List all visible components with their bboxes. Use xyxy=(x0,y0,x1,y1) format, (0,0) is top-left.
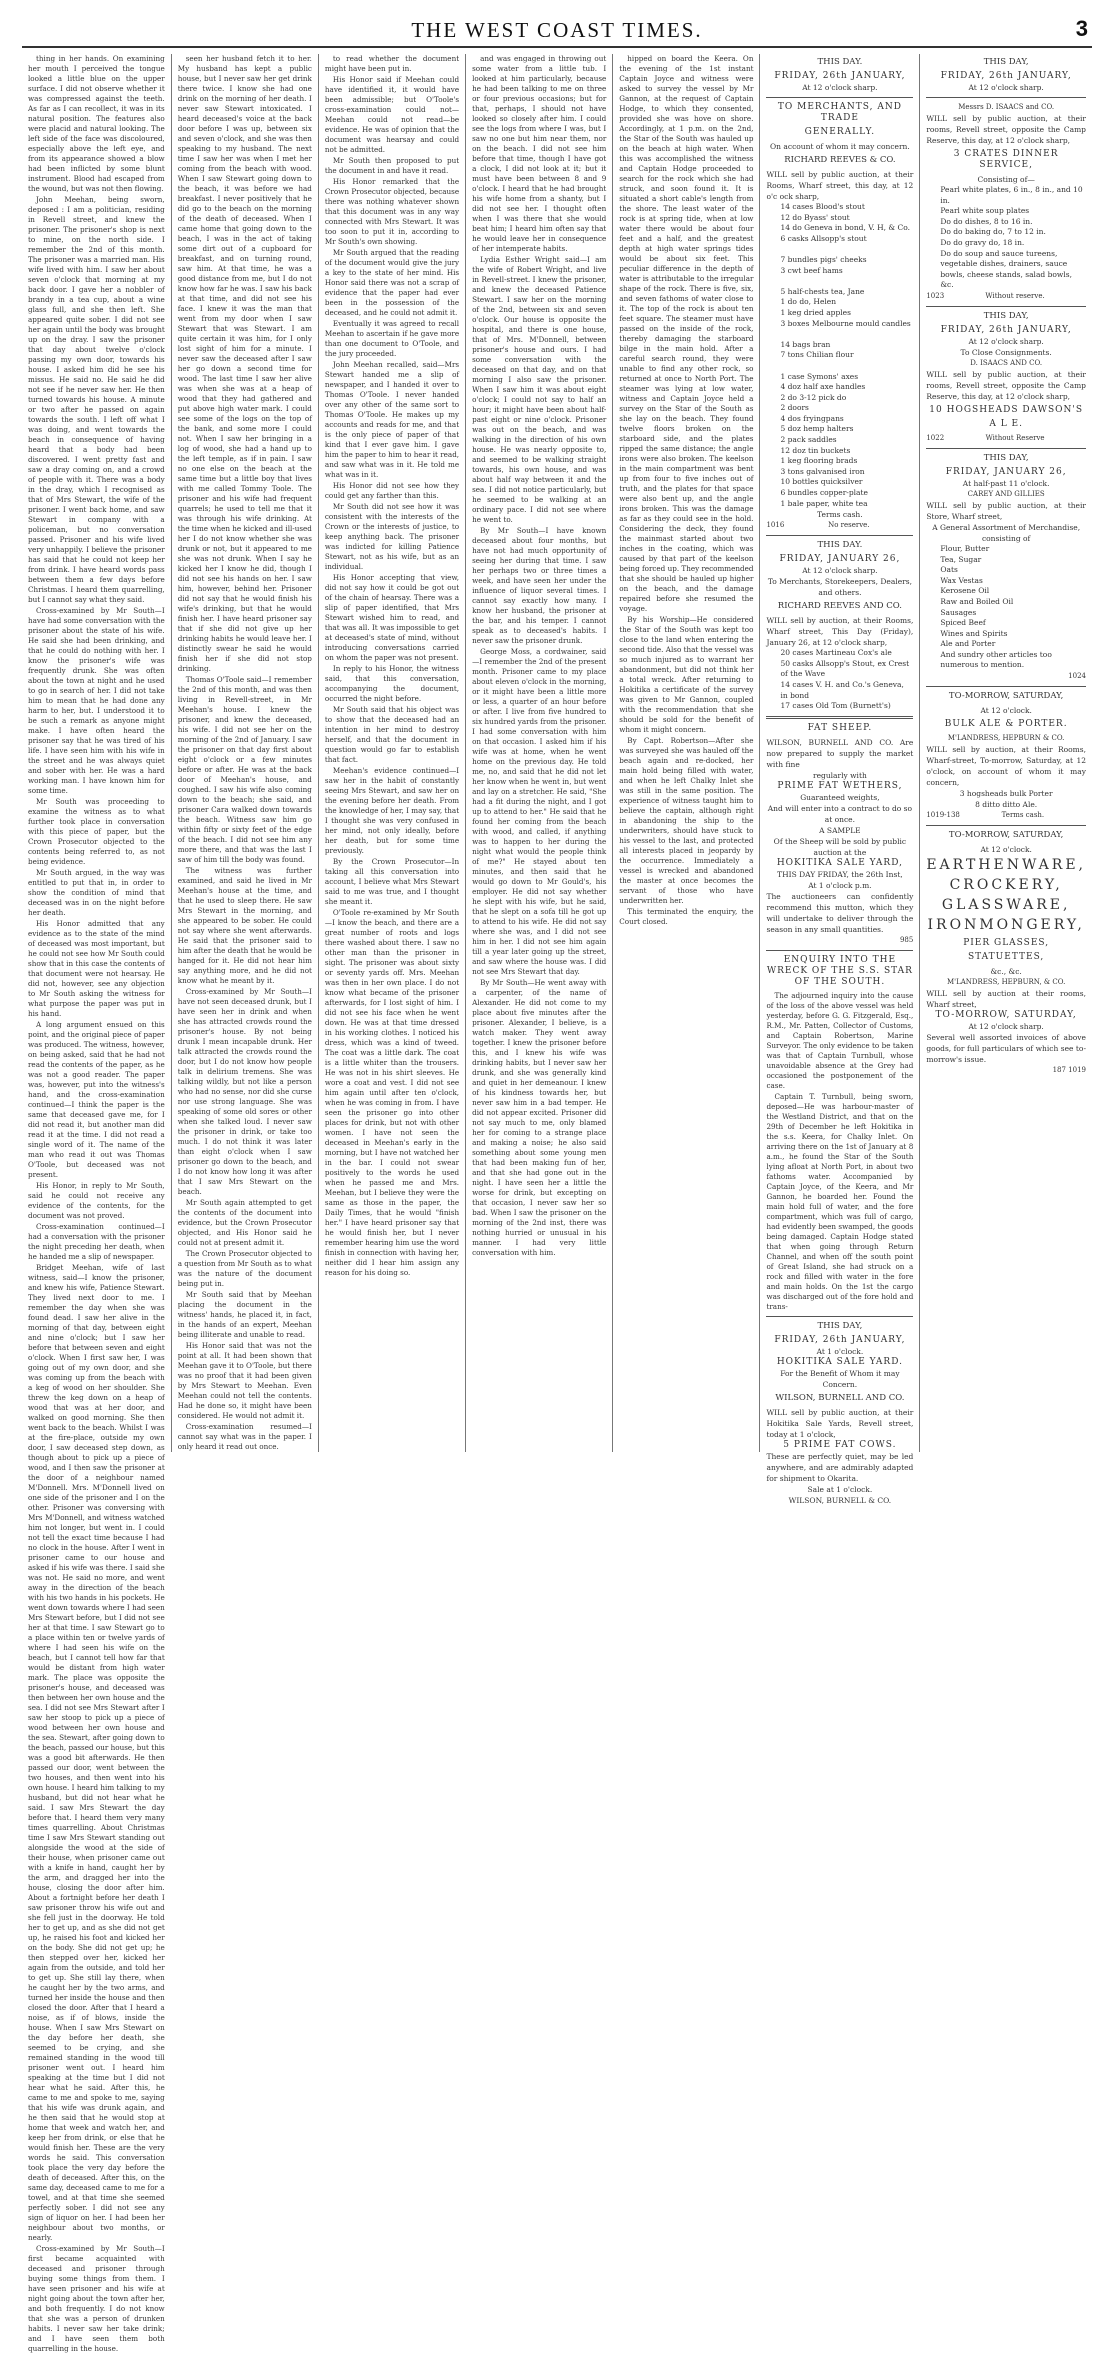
paragraph: Mr South did not see how it was consistent with the interests of the Crown or the interests of justice, to keep anything back. The prisoner was indicted for killing Patience Stewart, not as his wife, but as an individual. xyxy=(324,502,460,571)
ad-heading: THIS DAY. xyxy=(817,57,863,67)
ad-item: 1 keg flooring brads xyxy=(780,456,858,466)
ad-ref-number: 187 1019 xyxy=(1052,1066,1086,1075)
paragraph: thing in her hands. On examining her mouth I perceived the tongue looked a little blue on the upper surface. I did not observe whether it was compressed against the teeth. As far as I can recollect, it was in its natural position. The features also were placid and natural looking. The left side of the face was discoloured, especially above the left eye, and from its appearance showed a blow had been inflicted by some blunt instrument. Blood had escaped from the wound, but was not then flowing. xyxy=(28,54,165,193)
paragraph: Eventually it was agreed to recall Meehan to ascertain if he gave more than one document to O'Toole, and the jury proceeded. xyxy=(324,319,460,358)
paragraph: His Honor accepting that view, did not say how it could be got out of the chain of hearsay. There was a slip of paper identified, that Mrs Stewart wished him to read, and that was all. It was impossible to get at deceased's state of mind, without introducing conversations carried on whom the paper was not present. xyxy=(324,573,460,662)
ad-fat-sheep xyxy=(766,723,913,946)
ad-item: 14 cases V. H. and Co.'s Geneva, in bond xyxy=(780,680,904,700)
divider xyxy=(766,535,913,536)
ad-item-list xyxy=(926,544,1086,671)
ad-this-day-merchants xyxy=(766,57,913,531)
paragraph: The witness was further examined, and said he lived in Mr Meehan's house at the time, and that he used to sleep there. He saw Mrs Stewart in the morning, and she appeared to be sober. He could not say where she went afterwards. He said that the prisoner said to him after the death that he would be hanged for it. He did not hear him say anything more, and he did not know what he meant by it. xyxy=(177,866,312,985)
ad-heading: THIS DAY, xyxy=(817,1320,863,1331)
ad-time: At 12 o'clock sharp. xyxy=(968,336,1044,346)
ad-text: For the Benefit of Whom it may Concern. xyxy=(780,1368,900,1389)
paragraph: Mr South said that by Meehan placing the document in the witness' hands, he placed it, in fact, in the hands of an expert, Meehan being illiterate and unable to read. xyxy=(177,1290,312,1339)
paragraph: O'Toole re-examined by Mr South—I know the beach, and there are a great number of roots and logs there washed about there. I saw no other man than the prisoner in sight. The prisoner was about sixty or seventy yards off. Mrs. Meehan was then in her own place. I do not know what became of the prisoner afterwards, for I lost sight of him. I did not see his face when he went down. He was at that time dressed in his working clothes. I noticed his dress, which was a kind of tweed. The coat was a little dark. The coat is a little whiter than the trousers. He was not in his shirt sleeves. He wore a coat and vest. I did not see him again until after ten o'clock, when he was coming in from. I have seen the prisoner go into other places for drink, but not with other women. I have not seen the deceased in Meehan's early in the morning, but I have not watched her in the bar. I could not swear positively to the words he used when he passed me and Mrs. Meehan, but I believe they were the same as those in the paper, the Daily Times, that he would "finish her." I have heard prisoner say that he would finish her, but I never remember hearing him use the word finish in connection with having her, neither did I hear him assign any reason for his doing so. xyxy=(324,908,460,1277)
ad-time: At 1 o'clock p.m. xyxy=(808,880,872,890)
ad-text: Of the Sheep will be sold by public auction at the xyxy=(773,836,907,857)
ad-item: 20 cases Martineau Cox's ale xyxy=(780,648,892,658)
column-3-court-report xyxy=(319,54,466,1452)
ad-item: Spiced Beef xyxy=(940,618,986,628)
ad-item: Ale and Porter xyxy=(940,639,996,649)
ad-heading: THIS DAY, xyxy=(983,310,1029,321)
ad-text: A SAMPLE xyxy=(819,825,861,835)
ad-time: At 12 o'clock sharp. xyxy=(968,1022,1044,1032)
ad-item: 50 casks Allsopp's Stout, ex Crest of the Wave xyxy=(780,658,910,679)
ad-title: 3 CRATES DINNER SERVICE, xyxy=(953,149,1059,170)
paragraph: to read whether the document might have been put in. xyxy=(324,54,460,73)
ad-item: 14 bags bran xyxy=(780,339,831,349)
news-body xyxy=(766,991,913,1312)
paragraph: Lydia Esther Wright said—I am the wife of Robert Wright, and live in Revell-street. I knew the prisoner, and knew the deceased Patience Stewart. I saw her on the morning of the 2nd, between six and seven o'clock. Our house is opposite the hospital, and there is one house, that of Mrs. M'Donnell, between prisoner's house and ours. I had some conversation with the deceased on that day, and on that morning I also saw the prisoner. When I saw him it was about eight o'clock; I could not say to half an hour; it might have been about half-past eight or nine o'clock. Prisoner was out on the beach, and was walking in the direction of his own house. He was nearly opposite to, and seemed to be walking straight towards, his own house, and was about half way between it and the sea. I did not notice particularly, but he seemed to be walking at an ordinary pace. I did not see where he went to. xyxy=(472,255,607,524)
ad-line: IRONMONGERY, xyxy=(927,917,1085,934)
ad-ref-number: 1022 xyxy=(926,433,945,442)
ad-firm: M'LANDRESS, HEPBURN, & CO. xyxy=(946,978,1066,987)
divider xyxy=(926,448,1086,449)
ad-location: HOKITIKA SALE YARD. xyxy=(776,1356,903,1367)
ad-date: FRIDAY, 26th JANUARY, xyxy=(940,71,1072,81)
ad-item: Do do baking do, 7 to 12 in. xyxy=(940,227,1046,237)
ad-dawsons-ale xyxy=(926,311,1086,444)
columns xyxy=(22,54,1092,2353)
ad-ref-number: 1024 xyxy=(1068,672,1086,681)
ad-item: Do do gravy do, 18 in. xyxy=(940,237,1025,247)
ad-reference xyxy=(926,671,1086,682)
ad-this-day-auction xyxy=(766,540,913,712)
ad-item-list xyxy=(926,185,1086,291)
ad-item: 1 bale paper, white tea xyxy=(780,498,868,508)
ad-title-2: GENERALLY. xyxy=(804,127,876,137)
ad-firm: CAREY AND GILLIES xyxy=(967,489,1045,498)
ad-ref-number: 1023 xyxy=(926,291,945,300)
ad-line: STATUETTES, xyxy=(968,952,1045,963)
ad-item: Do do dishes, 8 to 16 in. xyxy=(940,216,1033,226)
ad-text: Sale at 1 o'clock. xyxy=(807,1484,873,1494)
ad-reserve: No reserve. xyxy=(828,521,870,530)
paragraph: His Honor said if Meehan could have identified it, it would have been admissible; but O'Toole's cross-examination could not—Meehan could not read—be evidence. He was of opinion that the document was hearsay and could not be admitted. xyxy=(324,75,460,154)
paragraph: seen her husband fetch it to her. My husband has kept a public house, but I never saw her get drink there twice. I know she had one drink on the morning of her death. I never saw Stewart intoxicated. I heard deceased's voice at the back door before I was up, between six and seven o'clock, and she was then speaking to my husband. The next time I saw her was when I met her coming from the beach with wood. When I saw Stewart going down to the beach, it was before we had breakfast. I never positively that he did go to the beach on the morning of the death of deceased. When I came home that going down to the beach, I was in the act of taking some dirt out of a cupboard for breakfast, and on turning round, saw him. At that time, he was a good distance from me, but I do not know how far he was. I saw his back at that time, and did not see his face. I knew it was the man that went from my door when I saw Stewart that was Stewart. I am quite certain it was him, for I only lost sight of him for a minute. I never saw the deceased after I saw her go down a second time for wood. The last time I saw her alive was when she was at a heap of wood that they had gathered and put above high water mark. I could see some of the logs on the top of the bank, and some more I could not. When I saw her bringing in a log of wood, she had a hand up to the left temple, as if in pain. I saw no one else on the beach at the same time but a little boy that lives with me called Tommy Toole. The prisoner and his wife had frequent quarrels; he used to tell me that it was through his wife drinking. At the time when he kicked and ill-used her I do not know whether she was drunk or not, but it appeared to me she was not drunk. When I say he kicked her I know he did, though I did not see his hands on her. I saw him, however, behind her. Prisoner did not say that he would finish his wife's drinking, but that he would finish her. I have heard prisoner say that if she did not give up her drinking habits he would leave her. I distinctly swear he said he would finish her if she did not stop drinking. xyxy=(177,54,312,673)
paragraph: In reply to his Honor, the witness said, that this conversation, accompanying the document, occurred the night before. xyxy=(324,664,460,703)
ad-date: FRIDAY, 26th JANUARY, xyxy=(774,1334,906,1345)
ad-reference xyxy=(926,810,1086,821)
ad-reference xyxy=(766,520,913,531)
ad-title: PRIME FAT WETHERS, xyxy=(777,780,903,791)
ad-body: WILL sell by public auction, at their Hokitika Sale Yards, Revell street, today at 1 o'clock, xyxy=(766,1407,914,1439)
ad-item: And sundry other articles too numerous to mention. xyxy=(940,649,1052,670)
ad-text: To Close Consignments. xyxy=(960,347,1052,357)
ad-item: Sausages xyxy=(940,607,977,617)
divider xyxy=(926,686,1086,687)
ad-title-2: A L E. xyxy=(989,418,1023,429)
ad-item: 8 ditto ditto Ale. xyxy=(975,800,1038,810)
ad-item: 2 pack saddles xyxy=(780,435,837,445)
ad-reference xyxy=(766,935,913,946)
ad-time: At 12 o'clock sharp. xyxy=(802,566,878,576)
ad-dinner-service xyxy=(926,57,1086,302)
ad-item: Wax Vestas xyxy=(940,575,983,585)
column-4-court-report xyxy=(466,54,613,1452)
ad-line: EARTHENWARE, xyxy=(926,857,1086,874)
ad-terms: Terms cash. xyxy=(1001,811,1045,820)
ad-item: 7 tons Chilian flour xyxy=(780,350,854,360)
ad-text: These are perfectly quiet, may be led anywhere, and are admirably adapted for shipment to Okarita. xyxy=(766,1451,914,1483)
ad-item: 12 doz tin buckets xyxy=(780,445,851,455)
paragraph: Cross-examination continued—I had a conversation with the prisoner the night preceding her death, when he handed me a slip of newspaper. xyxy=(28,1222,165,1261)
paragraph: By Mr South—He went away with a carpenter, of the name of Alexander. He did not come to my place about five minutes after the prisoner. Alexander, I believe, is a watch maker. They went away together. I knew the prisoner before this, and I knew his wife was drinking habits, but I never saw her drunk, and she was generally kind and quiet in her demeanour. I knew of his kindness towards her, but never saw him in a bad temper. He did not appear excited. Prisoner did not say much to me, only blamed her for coming to a strange place and making a noise; he also said something about some young men that had been making fun of her, and that she had gone out in the night. I have seen her a little the worse for drink, but excepting on that occasion, I never saw her so bad. When I saw the prisoner on the morning of the 2nd inst, there was nothing hurried or unusual in his manner. I had very little conversation with him. xyxy=(472,978,607,1257)
ad-time: At 12 o'clock sharp. xyxy=(968,83,1044,92)
ad-item: Oats xyxy=(940,565,958,575)
ad-body: WILL sell by public auction, at their Store, Wharf street, xyxy=(926,500,1086,521)
ad-title: TO MERCHANTS, AND TRADE xyxy=(777,102,902,123)
ad-item: 10 bottles quicksilver xyxy=(780,477,863,487)
paragraph: Mr South then proposed to put the document in and have it read. xyxy=(324,156,460,175)
ad-item: 6 casks Allsopp's stout xyxy=(780,233,867,243)
paragraph: By Capt. Robertson—After she was surveyed she was hauled off the beach again and re-docked, her main hold being filled with water, and when he left Chalky Inlet she was still in the same position. The experience of witness taught him to believe the captain, although right in abandoning the ship to the underwriters, should have stuck to his vessel to the last, and protected all interests placed in jeopardy by the occurrence. Immediately a vessel is wrecked and abandoned the master at once becomes the servant of those who have underwritten her. xyxy=(619,736,754,905)
ad-item xyxy=(780,276,913,287)
ad-body: WILL sell by public auction, at their rooms, Revell street, opposite the Camp Reserve, this day, at 12 o'clock sharp, xyxy=(926,114,1086,145)
ad-text: And will enter into a contract to do so at once. xyxy=(767,803,913,824)
column-6-advertisements xyxy=(760,54,920,1505)
ad-item xyxy=(780,361,913,372)
ad-body: WILSON, BURNELL AND CO. Are now prepared to supply the market with fine xyxy=(766,737,914,769)
ad-audience: To Merchants, Storekeepers, Dealers, and others. xyxy=(767,577,912,598)
paragraph: By Mr South—I have known deceased about four months, but have not had much opportunity of seeing her during that time. I saw her perhaps two or three times a week, and have seen her under the influence of liquor several times. I cannot say exactly how many. I know her husband, the prisoner at the bar, and his temper. I cannot speak as to deceased's habits. I never saw the prisoner drunk. xyxy=(472,526,607,645)
ad-body: WILL sell by auction, at their Rooms, Wharf street, This Day (Friday), January 26, at 12 o'clock sharp, xyxy=(766,616,914,648)
column-7-advertisements xyxy=(920,54,1092,1452)
ad-item: Flour, Butter xyxy=(940,543,990,553)
paragraph: A long argument ensued on this point, and the original piece of paper was produced. The witness, however, on being asked, said that he had not read the contents of the paper, as he was not a good reader. The paper was, however, put into the witness's hand, and the cross-examination continued—I think the paper is the same that deceased gave me, for I did not read it, but another man did read it at the time. I did not read a single word of it. The name of the man who read it out was Thomas O'Toole, but deceased was not present. xyxy=(28,1020,165,1179)
paragraph: Meehan's evidence continued—I saw her in the habit of constantly seeing Mrs Stewart, and saw her on the evening before her death. From the knowledge of her, I may say, that I thought she was very confused in her mind, not only ideally, before her death, but for some time previously. xyxy=(324,766,460,855)
ad-ref-number: 985 xyxy=(899,935,914,944)
ad-item: 3 tons galvanised iron xyxy=(780,466,865,476)
paragraph: This terminated the enquiry, the Court closed. xyxy=(619,907,754,926)
ad-date: FRIDAY, 26th JANUARY, xyxy=(940,324,1072,335)
ad-text: Several well assorted invoices of above goods, for full particulars of which see to-morrow's issue. xyxy=(926,1033,1086,1065)
ad-text: The auctioneers can confidently recommend this mutton, which they will undertake to deliver through the season in any small quantities. xyxy=(766,891,914,934)
paragraph: Cross-examined by Mr South—I have had some conversation with the prisoner about the state of his wife. He said she had been drinking, and that he could do nothing with her. I know the prisoner's wife was frequently drunk. She was often about the town at night and he used to go in search of her. I did not take him to mean that he had done any harm to her, but. I understood it to be such a remark as anyone might make. I have often heard the prisoner say that he was tired of his life. I have seen him with his wife in the street and he was always quiet and sober with her. He was a hard working man. I have known him for some time. xyxy=(28,606,165,795)
ad-heading: TO-MORROW, SATURDAY, xyxy=(948,691,1064,702)
ad-date: FRIDAY, 26th JANUARY, xyxy=(774,71,906,81)
ad-reserve: Without Reserve xyxy=(985,433,1045,442)
divider xyxy=(926,306,1086,307)
ad-item: 3 boxes Melbourne mould candles xyxy=(780,318,911,328)
ad-item: 4 doz half axe handles xyxy=(780,382,866,392)
ad-title: 5 PRIME FAT COWS. xyxy=(783,1439,897,1450)
ad-item: 14 do Geneva in bond, V. H, & Co. xyxy=(780,223,910,233)
paragraph: Mr South argued that the reading of the document would give the jury a key to the state of her mind. His Honor said there was not a scrap of evidence that the paper had ever been in the possession of the deceased, and he could not admit it. xyxy=(324,248,460,317)
ad-bulk-ale xyxy=(926,691,1086,821)
ad-text: Guaranteed weights, xyxy=(800,792,880,802)
ad-location: HOKITIKA SALE YARD, xyxy=(776,857,903,868)
ad-fat-cows xyxy=(766,1321,913,1506)
paragraph: Captain T. Turnbull, being sworn, deposed—He was harbour-master of the Westland District, and that on the 29th of December he left Hokitika in the s.s. Keera, for Chalky Inlet. On arriving there on the 1st of January at 8 a.m., he found the Star of the South lying afloat at North Port, in about two fathoms water. Accompanied by Captain Joyce, of the Keera, and Mr Gannon, he boarded her. Found the main hold full of water, and the fore compartment, which was full of cargo, had evidently been swamped, the goods being damaged. Captain Hodge stated that when going through Return Channel, and when off the south point of Great Island, she had struck on a rock and filled with water in the fore and main holds. On the 1st the cargo was discharged out of the fore hold and trans- xyxy=(766,1091,914,1311)
paragraph: Thomas O'Toole said—I remember the 2nd of this month, and was then living in Revell-street, in Mr Meehan's house. I knew the prisoner, and knew the deceased, his wife. I did not see her on the morning of the 2nd of January. I saw the prisoner on that day first about eight o'clock or a few minutes before or after. He was at the back door of Meehan's house, and coughed. I saw his wife also coming down to the beach; she said, and prisoner Cara walked down towards the beach. Witness saw him go within fifty or sixty feet of the edge of the beach. I did not see him any more there, and that was the last I saw of him till the body was found. xyxy=(177,675,312,864)
newspaper-title: THE WEST COAST TIMES. xyxy=(411,18,703,42)
column-1-court-report xyxy=(22,54,172,2353)
ad-reserve: Without reserve. xyxy=(985,291,1045,300)
ad-item: 12 do Byass' stout xyxy=(780,212,850,222)
ad-title: BULK ALE & PORTER. xyxy=(944,719,1068,730)
paragraph: Mr South was proceeding to examine the witness as to what further took place in conversation with this piece of paper, but the Crown Prosecutor objected to the contents being referred to, as not being evidence. xyxy=(28,797,165,866)
ad-time: At 1 o'clock. xyxy=(816,1346,864,1356)
ad-time: At 12 o'clock. xyxy=(980,706,1032,716)
ad-item: Pearl white plates, 6 in., 8 in., and 10 in. xyxy=(940,185,1083,205)
ad-time: At half-past 11 o'clock. xyxy=(962,478,1050,488)
ad-item xyxy=(780,244,913,255)
ad-item: 5 half-chests tea, Jane xyxy=(780,286,865,296)
paragraph: His Honor, in reply to Mr South, said he could not receive any evidence of the contents, for the document was not proved. xyxy=(28,1181,165,1220)
column-5-wreck-report xyxy=(613,54,760,1452)
ad-item: 1 case Symons' axes xyxy=(780,371,859,381)
paragraph: Mr South said that his object was to show that the deceased had an intention in her mind to destroy herself, and that the document in question would go far to establish that fact. xyxy=(324,705,460,764)
ad-item: 3 hogsheads bulk Porter xyxy=(959,789,1053,799)
page-number: 3 xyxy=(1075,16,1088,41)
paragraph: Mr South again attempted to get the contents of the document into evidence, but the Crown Prosecutor objected, and His Honor said he could not at present admit it. xyxy=(177,1198,312,1247)
ad-item: Do do soup and sauce tureens, vegetable dishes, drainers, sauce bowls, cheese stands, salad bowls, &c. xyxy=(940,248,1072,290)
ad-item: 1 do do, Helen xyxy=(780,297,837,307)
ad-heading: THIS DAY, xyxy=(983,57,1029,67)
ad-ref-number: 1016 xyxy=(766,521,785,530)
ad-date: THIS DAY FRIDAY, the 26th Inst, xyxy=(777,869,903,879)
ad-item: 1 keg dried apples xyxy=(780,307,851,317)
ad-item-list xyxy=(766,202,913,509)
ad-footer: WILSON, BURNELL & CO. xyxy=(788,1495,892,1505)
ad-item-list xyxy=(766,648,913,712)
ad-item xyxy=(780,329,913,340)
ad-body: WILL sell by auction, at their Rooms, Wharf-street, To-morrow, Saturday, at 12 o'clock, on account of whom it may concern, xyxy=(926,745,1086,788)
ad-line: &c., &c. xyxy=(990,967,1022,977)
ad-line: GLASSWARE, xyxy=(941,897,1071,914)
ad-item: 2 doors xyxy=(780,403,809,413)
ad-item: Pearl white soup plates xyxy=(940,206,1030,216)
paragraph: George Moss, a cordwainer, said—I remember the 2nd of the present month. Prisoner came to my place about eleven o'clock in the morning, or it might have been a little more or less, a quarter of an hour before or after. I live from five hundred to six hundred yards from the prisoner. I had some conversation with him on that occasion. I asked him if his wife was at home, when he went home on the previous day. He told me, no, and said that he did not let her know when he went in, but went and lay on a stretcher. He said, "She had a fit during the night, and I got up to attend to her." He said that he found her coming from the beach with wood, and called, if anything was to happen to her during the night what would the people think of me?" He stayed about ten minutes, and then said that he would go down to Mr Gould's, his employer. He did not say whether he slept with his wife, but he said, that he slept on a sofa till he got up to attend to his wife. He did not say where she was, and I did not see him in her. I did not see him again till a year later going up the street, and saw where the house was. I did not see Mrs Stewart that day. xyxy=(472,647,607,976)
ad-time: At 12 o'clock. xyxy=(980,845,1032,855)
paragraph: By the Crown Prosecutor—In taking all this conversation into account, I believe what Mrs Stewart said to me was true, and I thought she meant it. xyxy=(324,857,460,906)
ad-date: FRIDAY, JANUARY 26, xyxy=(945,466,1067,477)
paragraph: By his Worship—He considered the Star of the South was kept too close to the land when entering the second tide. Also that the vessel was so much injured as to warrant her abandonment, but did not think her a total wreck. After returning to Hokitika a certificate of the survey was given to Mr Gannon, coupled with the recommendation that she should be sold for the benefit of whom it might concern. xyxy=(619,615,754,734)
paragraph: and was engaged in throwing out some water from a little tub. I looked at him particularly, because he had been talking to me on three or four previous occasions; but for that, perhaps, I should not have looked so closely after him. I could see the logs from where I was, but I saw no one but him near them, nor on the beach. I did not see him before that time, though I have got a clock, I did not look at it; but it must have been between 8 and 9 o'clock. I heard that he had brought his wife home from a shanty, but I did not see her. I thought often when I was there that she would beat him; I heard him often say that he would leave her in consequence of her intemperate habits. xyxy=(472,54,607,253)
news-heading: ENQUIRY INTO THE WRECK OF THE S.S. STAR OF THE SOUTH. xyxy=(766,954,913,987)
ad-ref-number: 1019-138 xyxy=(926,811,960,820)
ad-earthenware xyxy=(926,830,1086,1076)
ad-reference xyxy=(926,433,1086,444)
paragraph: John Meehan recalled, said—Mrs Stewart handed me a slip of newspaper, and I handed it over to Thomas O'Toole. I never handed over any other of the same sort to Thomas O'Toole. He makes up my accounts and reads for me, and that is the only piece of paper of that kind that I ever gave him. I gave him the paper to him to hear it read, and saw what was in it. He told me what was in it. xyxy=(324,360,460,479)
paragraph: hipped on board the Keera. On the evening of the 1st instant Captain Joyce and witness were asked to survey the vessel by Mr Gannon, at the request of Captain Hodge, to which they consented, provided she was hove on shore. Accordingly, at 1 p.m. on the 2nd, the Star of the South was hauled up on the beach at high water. When this was accomplished the witness and Captain Hodge proceeded to search for the rock which she had struck, and soon found it. It is situated a short cable's length from the shore. The least water of the rock is at spring tide, when at low water there would be about four feet and a half, and the greatest depth at high water springs tides would be about six feet. This peculiar difference in the depth of water is attributable to the irregular shape of the rock. There is five, six, and seven fathoms of water close to it. The top of the rock is about ten feet square. The steamer must have passed on the inside of the rock, thereby damaging the starboard bilge in the main hold. After a careful search round, they were unable to find any other rock, so returned at once to North Port. The steamer was lying at low water, witness and Captain Joyce held a survey on the Star of the South as she lay on the beach. They found twelve floors broken on the starboard side, and the plates ripped the same distance; the angle irons were also broken. The keelson in the main compartment was bent up from four to five inches out of truth, and the plates for that space were also bent up, and the angle irons broken. This was the damage as far as they could see in the hold. Considering the deck, they found the mainmast started about two inches in the coating, which was caused by that part of the keelson being forced up. They recommended that she should be hauled up higher on the beach, and the damage repaired before she resumed the voyage. xyxy=(619,54,754,613)
ad-reference xyxy=(926,1065,1086,1076)
masthead xyxy=(22,12,1092,48)
ad-item: 4 dos fryingpans xyxy=(780,413,844,423)
ad-reference xyxy=(926,291,1086,302)
ad-body: WILL sell by auction at their rooms, Wharf street, xyxy=(926,989,1086,1010)
ad-item: 3 cwt beef hams xyxy=(780,265,843,275)
ad-text: A General Assortment of Merchandise, consisting of xyxy=(932,522,1081,543)
ad-firm: RICHARD REEVES & CO. xyxy=(784,155,896,165)
divider xyxy=(926,97,1086,98)
ad-body: WILL sell by public auction, at their rooms, Revell street, opposite the Camp Reserve, this day, at 12 o'clock sharp, xyxy=(926,369,1086,401)
paragraph: Bridget Meehan, wife of last witness, said—I know the prisoner, and knew his wife, Patience Stewart. They lived next door to me. I remember the day when she was found dead. I saw her alive in the morning of that day, between eight and nine o'clock; but I saw her before that between seven and eight o'clock. When I first saw her, I was going out of my own door, and she was coming up from the beach with a keg of wood on her shoulder. She threw the keg down on a heap of wood that was at her door, and walked on good morning. She then went back to the beach. Whilst I was at the fire-place, outside my own door, I saw deceased step down, as though about to pick up a piece of wood, and I then saw the prisoner at the door of a neighbour named M'Donnell. Mrs. M'Donnell lived on one side of the prisoner and I on the other. Prisoner was conversing with Mrs M'Donnell, and witness watched him not longer, but went in. I could not tell the exact time because I had no clock in the house. After I went in prisoner came to our house and asked if his wife was there. I said she was not. He said no more, and went away in the direction of the beach with his two hands in his pockets. He went down towards where I had seen Mrs Stewart before, but I did not see her at that time. I saw Stewart go to a place within ten or twelve yards of where I had seen his wife on the beach, but I cannot tell how far that would be distant from high water mark. The place was opposite the prisoner's house, and deceased was then between her own house and the sea. I did not see Mrs Stewart after I saw her stoop to pick up a piece of wood between her own house and the sea. Stewart, after going down to the beach, passed our house, but this was a good bit afterwards. He then passed our door, went between the two houses, and then went into his own house. I heard him talking to my husband, but did not hear what he said. I saw Mrs Stewart the day before that. I heard them very many times quarrelling. About Christmas time I saw Mrs Stewart standing out alongside the wood at the side of their house, when prisoner came out with a knife in hand, caught her by the arm, and dragged her into the house, closing the door after him. About a fortnight before her death I saw prisoner throw his wife out and she fell just in the doorway. He told her to get up, and as she did not get up, he raised his foot and kicked her on the body. She did not get up; he then stepped over her, kicked her again from the outside, and told her to get up. She still lay there, when he caught her by the two arms, and turned her inside the house and then closed the door. After that I heard a noise, as if of blows, inside the house. When I saw Mrs Stewart on the day before her death, she seemed to be crying, and she remained standing in the wood till prisoner went out. I heard him speaking at the time but I did not hear what he said. After this, he came to me and spoke to me, saying that his wife was drunk again, and he then said that he would stop at home that week and watch her, and keep her from drink, or else that he would finish her. These are the very words he said. This conversation took place the very day before the death of deceased. After this, on the same day, deceased came to me for a towel, and at that time she seemed perfectly sober. I did not see any sign of liquor on her. I had been her neighbour about two months, or nearly. xyxy=(28,1263,165,2242)
paragraph: The adjourned inquiry into the cause of the loss of the above vessel was held yesterday, before G. G. Fitzgerald, Esq., R.M., Mr. Patten, Collector of Customs, and Captain Robertson, Marine Surveyor. The only evidence to be taken was that of Captain Turnbull, whose unavoidable absence at the Grey had occasioned the postponement of the case. xyxy=(766,990,914,1090)
paragraph: The Crown Prosecutor objected to a question from Mr South as to what was the nature of the document being put in. xyxy=(177,1249,312,1288)
column-2-court-report xyxy=(172,54,319,1452)
divider xyxy=(766,950,913,951)
ad-text: Consisting of— xyxy=(977,175,1035,184)
paragraph: His Honor remarked that the Crown Prosecutor objected, because there was nothing whatever shown that this document was in any way connected with Mrs Stewart. It was too soon to put it in, according to Mr South's own showing. xyxy=(324,177,460,246)
paragraph: Cross-examined by Mr South—I have not seen deceased drunk, but I have seen her in drink and when she has attracted crowds round the prisoner's house. By not being drunk I mean incapable drunk. Her talk attracted the crowds round the door, but I do not know how people talk in delirium tremens. She was talking wildly, but not like a person who had no sense, nor did she curse nor use strong language. She was speaking of some old sores or other when she talked loud. I never saw the prisoner in drink, or take too much. I do not think it was later than eight o'clock when I saw prisoner go down to the beach, and I do not know how long it was after that I saw Mrs Stewart on the beach. xyxy=(177,987,312,1196)
paragraph: Cross-examination resumed—I cannot say what was in the paper. I only heard it read out once. xyxy=(177,1422,312,1451)
ad-item: Tea, Sugar xyxy=(940,554,982,564)
ad-firm: RICHARD REEVES AND CO. xyxy=(777,601,902,612)
ad-line: CROCKERY, xyxy=(949,877,1063,894)
ad-intro: On account of whom it may concern. xyxy=(770,142,910,151)
paragraph: His Honor did not see how they could get any farther than this. xyxy=(324,481,460,500)
divider xyxy=(766,97,913,98)
ad-item: Raw and Boiled Oil xyxy=(940,596,1014,606)
ad-date: FRIDAY, JANUARY 26, xyxy=(779,554,901,565)
ad-date: TO-MORROW, SATURDAY, xyxy=(935,1010,1077,1021)
divider xyxy=(926,825,1086,826)
ad-heading: FAT SHEEP. xyxy=(807,722,873,733)
ad-heading: THIS DAY. xyxy=(817,540,863,551)
ad-text: regularly with xyxy=(813,770,867,780)
paragraph: Mr South argued, in the way was entitled to put that in, in order to show the condition of mind that deceased was in on the night before her death. xyxy=(28,868,165,917)
ad-terms: Terms cash. xyxy=(817,510,863,520)
ad-item: Kerosene Oil xyxy=(940,586,990,596)
ad-firm: Messrs D. ISAACS and CO. xyxy=(958,103,1055,111)
ad-heading: TO-MORROW, SATURDAY, xyxy=(948,830,1064,841)
news-wreck-inquiry xyxy=(766,955,913,1312)
ad-item: 6 bundles copper-plate xyxy=(780,488,868,498)
divider xyxy=(766,716,913,719)
ad-body: WILL sell by public auction, at their Rooms, Wharf street, this day, at 12 o'c ock sharp, xyxy=(766,170,914,201)
ad-item: Wines and Spirits xyxy=(940,628,1008,638)
ad-item: 17 cases Old Tom (Burnett's) xyxy=(780,701,891,711)
ad-item: 2 do 3-12 pick do xyxy=(780,392,847,402)
ad-time: At 12 o'clock sharp. xyxy=(802,83,878,92)
ad-general-merchandise xyxy=(926,453,1086,682)
ad-line: PIER GLASSES, xyxy=(963,938,1050,949)
ad-firm: D. ISAACS AND CO. xyxy=(970,358,1043,367)
paragraph: His Honor said that was not the point at all. It had been shown that Meehan gave it to O'Toole, but there was no proof that it had been given by Mrs Stewart to Meehan. Even Meehan could not tell the contents. Had he done so, it might have been considered. He would not admit it. xyxy=(177,1341,312,1420)
ad-firm: M'LANDRESS, HEPBURN & CO. xyxy=(947,734,1065,743)
ad-heading: THIS DAY, xyxy=(983,452,1029,463)
paragraph: Cross-examined by Mr South—I first became acquainted with deceased and prisoner through buying some things from them. I have seen prisoner and his wife at night going about the town after her, and both frequently. I do not know that she was a person of drunken habits. I never saw her take drink; and I have seen them both quarrelling in the house. xyxy=(28,2244,165,2353)
divider xyxy=(766,1316,913,1317)
ad-firm: WILSON, BURNELL AND CO. xyxy=(775,1392,905,1403)
ad-item: 5 doz hemp halters xyxy=(780,424,854,434)
ad-item: 14 cases Blood's stout xyxy=(780,202,865,211)
ad-title: 10 HOGSHEADS DAWSON'S xyxy=(929,404,1084,415)
paragraph: His Honor admitted that any evidence as to the state of the mind of deceased was most important, but he could not see how Mr South could show that in this case the contents of that document were not hearsay. He did not, however, see any objection to Mr South asking the witness for what purpose the paper was put in his hand. xyxy=(28,919,165,1018)
ad-item: 7 bundles pigs' cheeks xyxy=(780,254,867,264)
paragraph: John Meehan, being sworn, deposed : I am a politician, residing in Revell street, and knew the prisoner. The prisoner's shop is next to mine, on the north side. I remember the 2nd of this month. The prisoner was a married man. His wife lived with him. I saw her about seven o'clock that morning at my back door. I gave her a nobbler of brandy in a tea cup, about a wine glass full, and she then left. She appeared quite sober. I did not see her again until the body was brought up on the dray. I saw the prisoner that day about twelve o'clock passing my own door, towards his house. I asked him did he see his missus. He said no. He said he did not see if he never saw her. He then turned towards his house. A minute or two after he passed on again towards the south. I left off what I was doing, and went towards the beach in consequence of having heard that a body had been discovered. I went pretty fast and saw a dray coming on, and a crowd of people with it. There was a body in the dray, which I recognised as that of Mrs Stewart, the wife of the prisoner. I went back home, and saw Stewart in company with a policeman, but no conversation passed. Prisoner and his wife lived very unhappily. I believe the prisoner has said that he could not keep her from drink. I have heard words pass between them a few days before Christmas. I heard them quarrelling, but I cannot say what they said. xyxy=(28,195,165,604)
